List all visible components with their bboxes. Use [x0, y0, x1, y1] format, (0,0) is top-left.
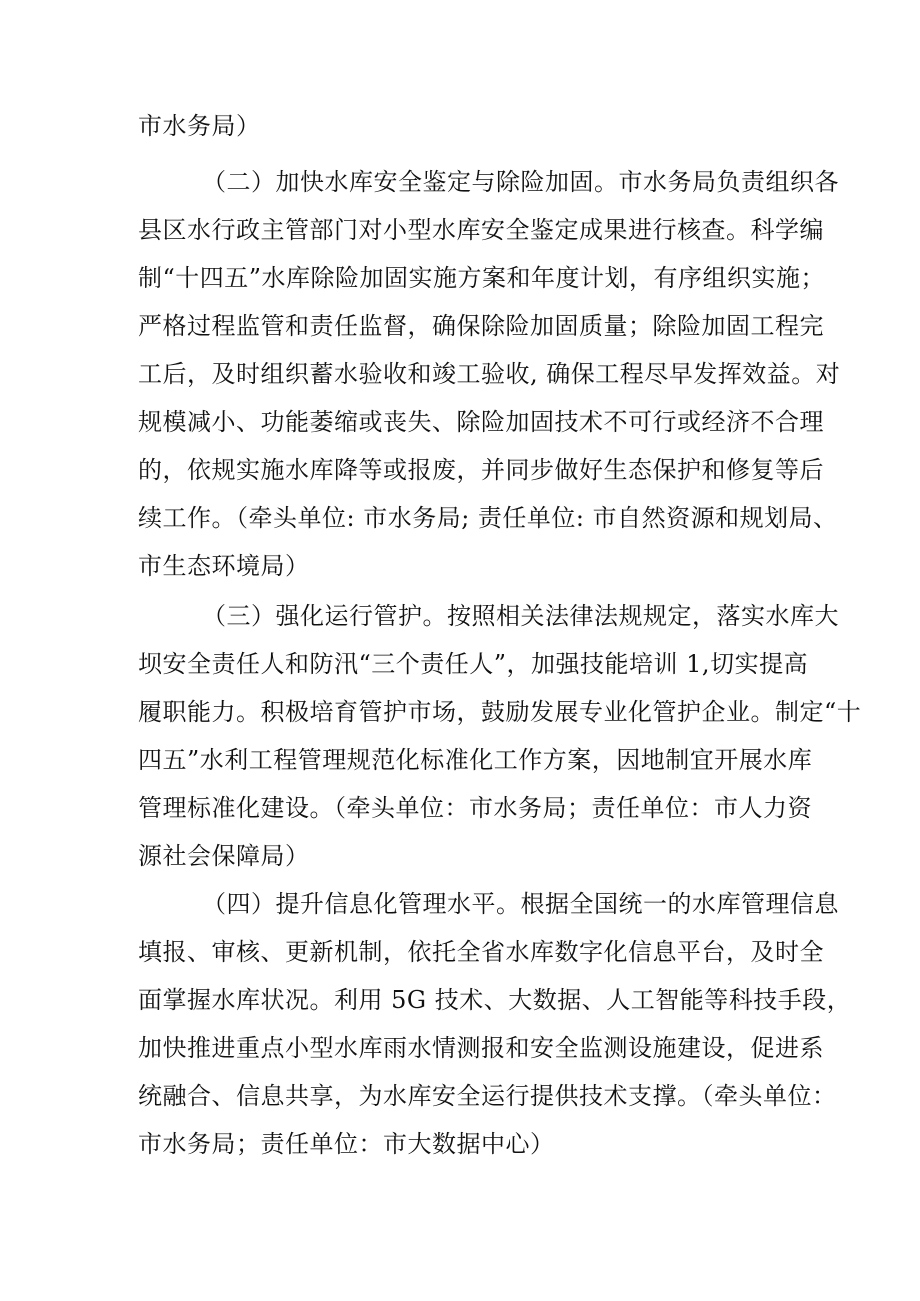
text-line: 坝安全责任人和防汛“三个责任人”，加强技能培训 1,切实提高 — [138, 650, 809, 678]
text-line: 面掌握水库状况。利用 5G 技术、大数据、人工智能等科技手段， — [138, 986, 852, 1014]
text-line: 制“十四五”水库除险加固实施方案和年度计划，有序组织实施； — [138, 264, 826, 292]
text-line: 续工作。（牵头单位: 市水务局; 责任单位: 市自然资源和规划局、 — [138, 504, 838, 532]
text-line: 的，依规实施水库降等或报废，并同步做好生态保护和修复等后 — [138, 456, 824, 484]
text-line: 履职能力。积极培育管护市场，鼓励发展专业化管护企业。制定“十 — [138, 698, 862, 726]
text-line: 管理标准化建设。（牵头单位：市水务局；责任单位：市人力资 — [138, 794, 812, 822]
text-line: 统融合、信息共享，为水库安全运行提供技术支撑。（牵头单位： — [138, 1082, 837, 1110]
text-line: 工后，及时组织蓄水验收和竣工验收, 确保工程尽早发挥效益。对 — [138, 360, 841, 388]
text-line: 县区水行政主管部门对小型水库安全鉴定成果进行核查。科学编 — [138, 216, 824, 244]
text-line: 市水务局） — [138, 112, 261, 140]
text-line: 严格过程监管和责任监督，确保除险加固质量；除险加固工程完 — [138, 312, 824, 340]
text-line: 市生态环境局） — [138, 552, 310, 580]
section-heading-line: （二）加快水库安全鉴定与除险加固。市水务局负责组织各 — [202, 168, 839, 196]
text-line: 填报、审核、更新机制，依托全省水库数字化信息平台，及时全 — [138, 938, 824, 966]
text-line: 加快推进重点小型水库雨水情测报和安全监测设施建设，促进系 — [138, 1034, 824, 1062]
text-line: 市水务局；责任单位：市大数据中心） — [138, 1130, 555, 1158]
section-heading-line: （四）提升信息化管理水平。根据全国统一的水库管理信息 — [202, 890, 839, 918]
text-line: 四五”水利工程管理规范化标准化工作方案，因地制宜开展水库 — [138, 746, 813, 774]
section-heading-line: （三）强化运行管护。按照相关法律法规规定，落实水库大 — [202, 602, 839, 630]
text-line: 规模减小、功能萎缩或丧失、除险加固技术不可行或经济不合理 — [138, 408, 824, 436]
text-line: 源社会保障局） — [138, 842, 310, 870]
